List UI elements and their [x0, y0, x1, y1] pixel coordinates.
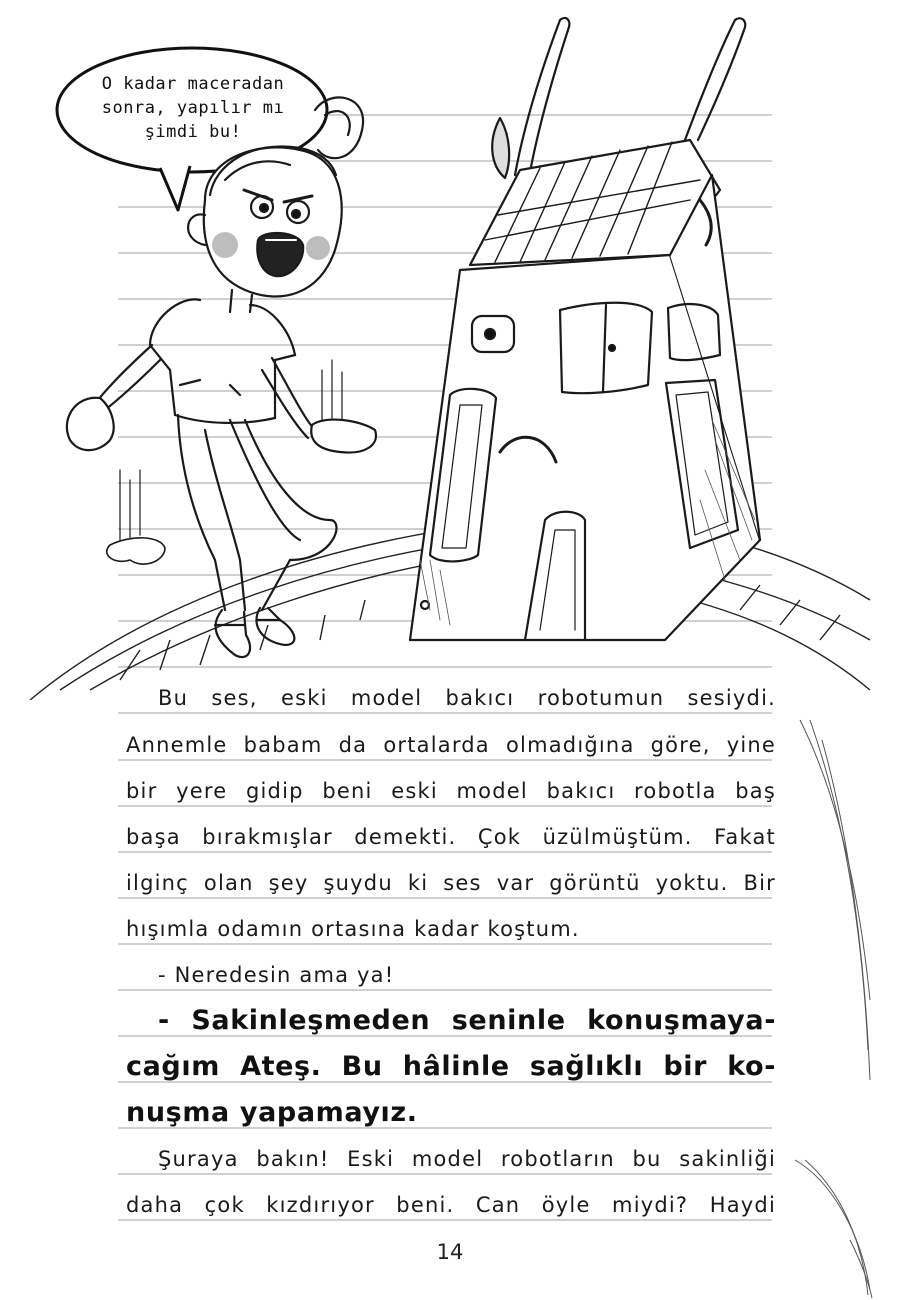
house-robot-character — [410, 18, 760, 640]
bubble-line: şimdi bu! — [144, 122, 242, 142]
paragraph-line: başa bırakmışlar demekti. Çok üzülmüştüm. Fakat — [126, 825, 776, 849]
paragraph-line: Annemle babam da ortalarda olmadığına göre, yine — [126, 733, 776, 757]
paragraph-line: daha çok kızdırıyor beni. Can öyle miydi? Haydi — [126, 1193, 776, 1217]
paragraph-line: bir yere gidip beni eski model bakıcı robotla baş — [126, 779, 776, 803]
robot-reply-line: nuşma yapamayız. — [126, 1097, 418, 1128]
dialogue-line: - Neredesin ama ya! — [158, 963, 395, 987]
paragraph-line: Bu ses, eski model bakıcı robotumun sesiydi. — [158, 686, 776, 710]
bubble-line: sonra, yapılır mı — [101, 98, 285, 118]
bubble-line: O kadar maceradan — [101, 74, 285, 94]
speech-bubble-text — [62, 72, 324, 144]
robot-reply-line: - Sakinleşmeden seninle konuşmaya- — [158, 1005, 776, 1036]
paragraph-line: ilginç olan şey şuydu ki ses var görüntü yoktu. Bir — [126, 871, 776, 895]
robot-reply-line: cağım Ateş. Bu hâlinle sağlıklı bir ko- — [126, 1051, 776, 1082]
page-number: 14 — [436, 1240, 464, 1264]
paragraph-line: Şuraya bakın! Eski model robotların bu sakinliği — [158, 1147, 776, 1171]
edge-sketch-strokes — [795, 720, 872, 1298]
angry-boy-character — [67, 97, 376, 657]
paragraph-line: hışımla odamın ortasına kadar koştum. — [126, 917, 580, 941]
